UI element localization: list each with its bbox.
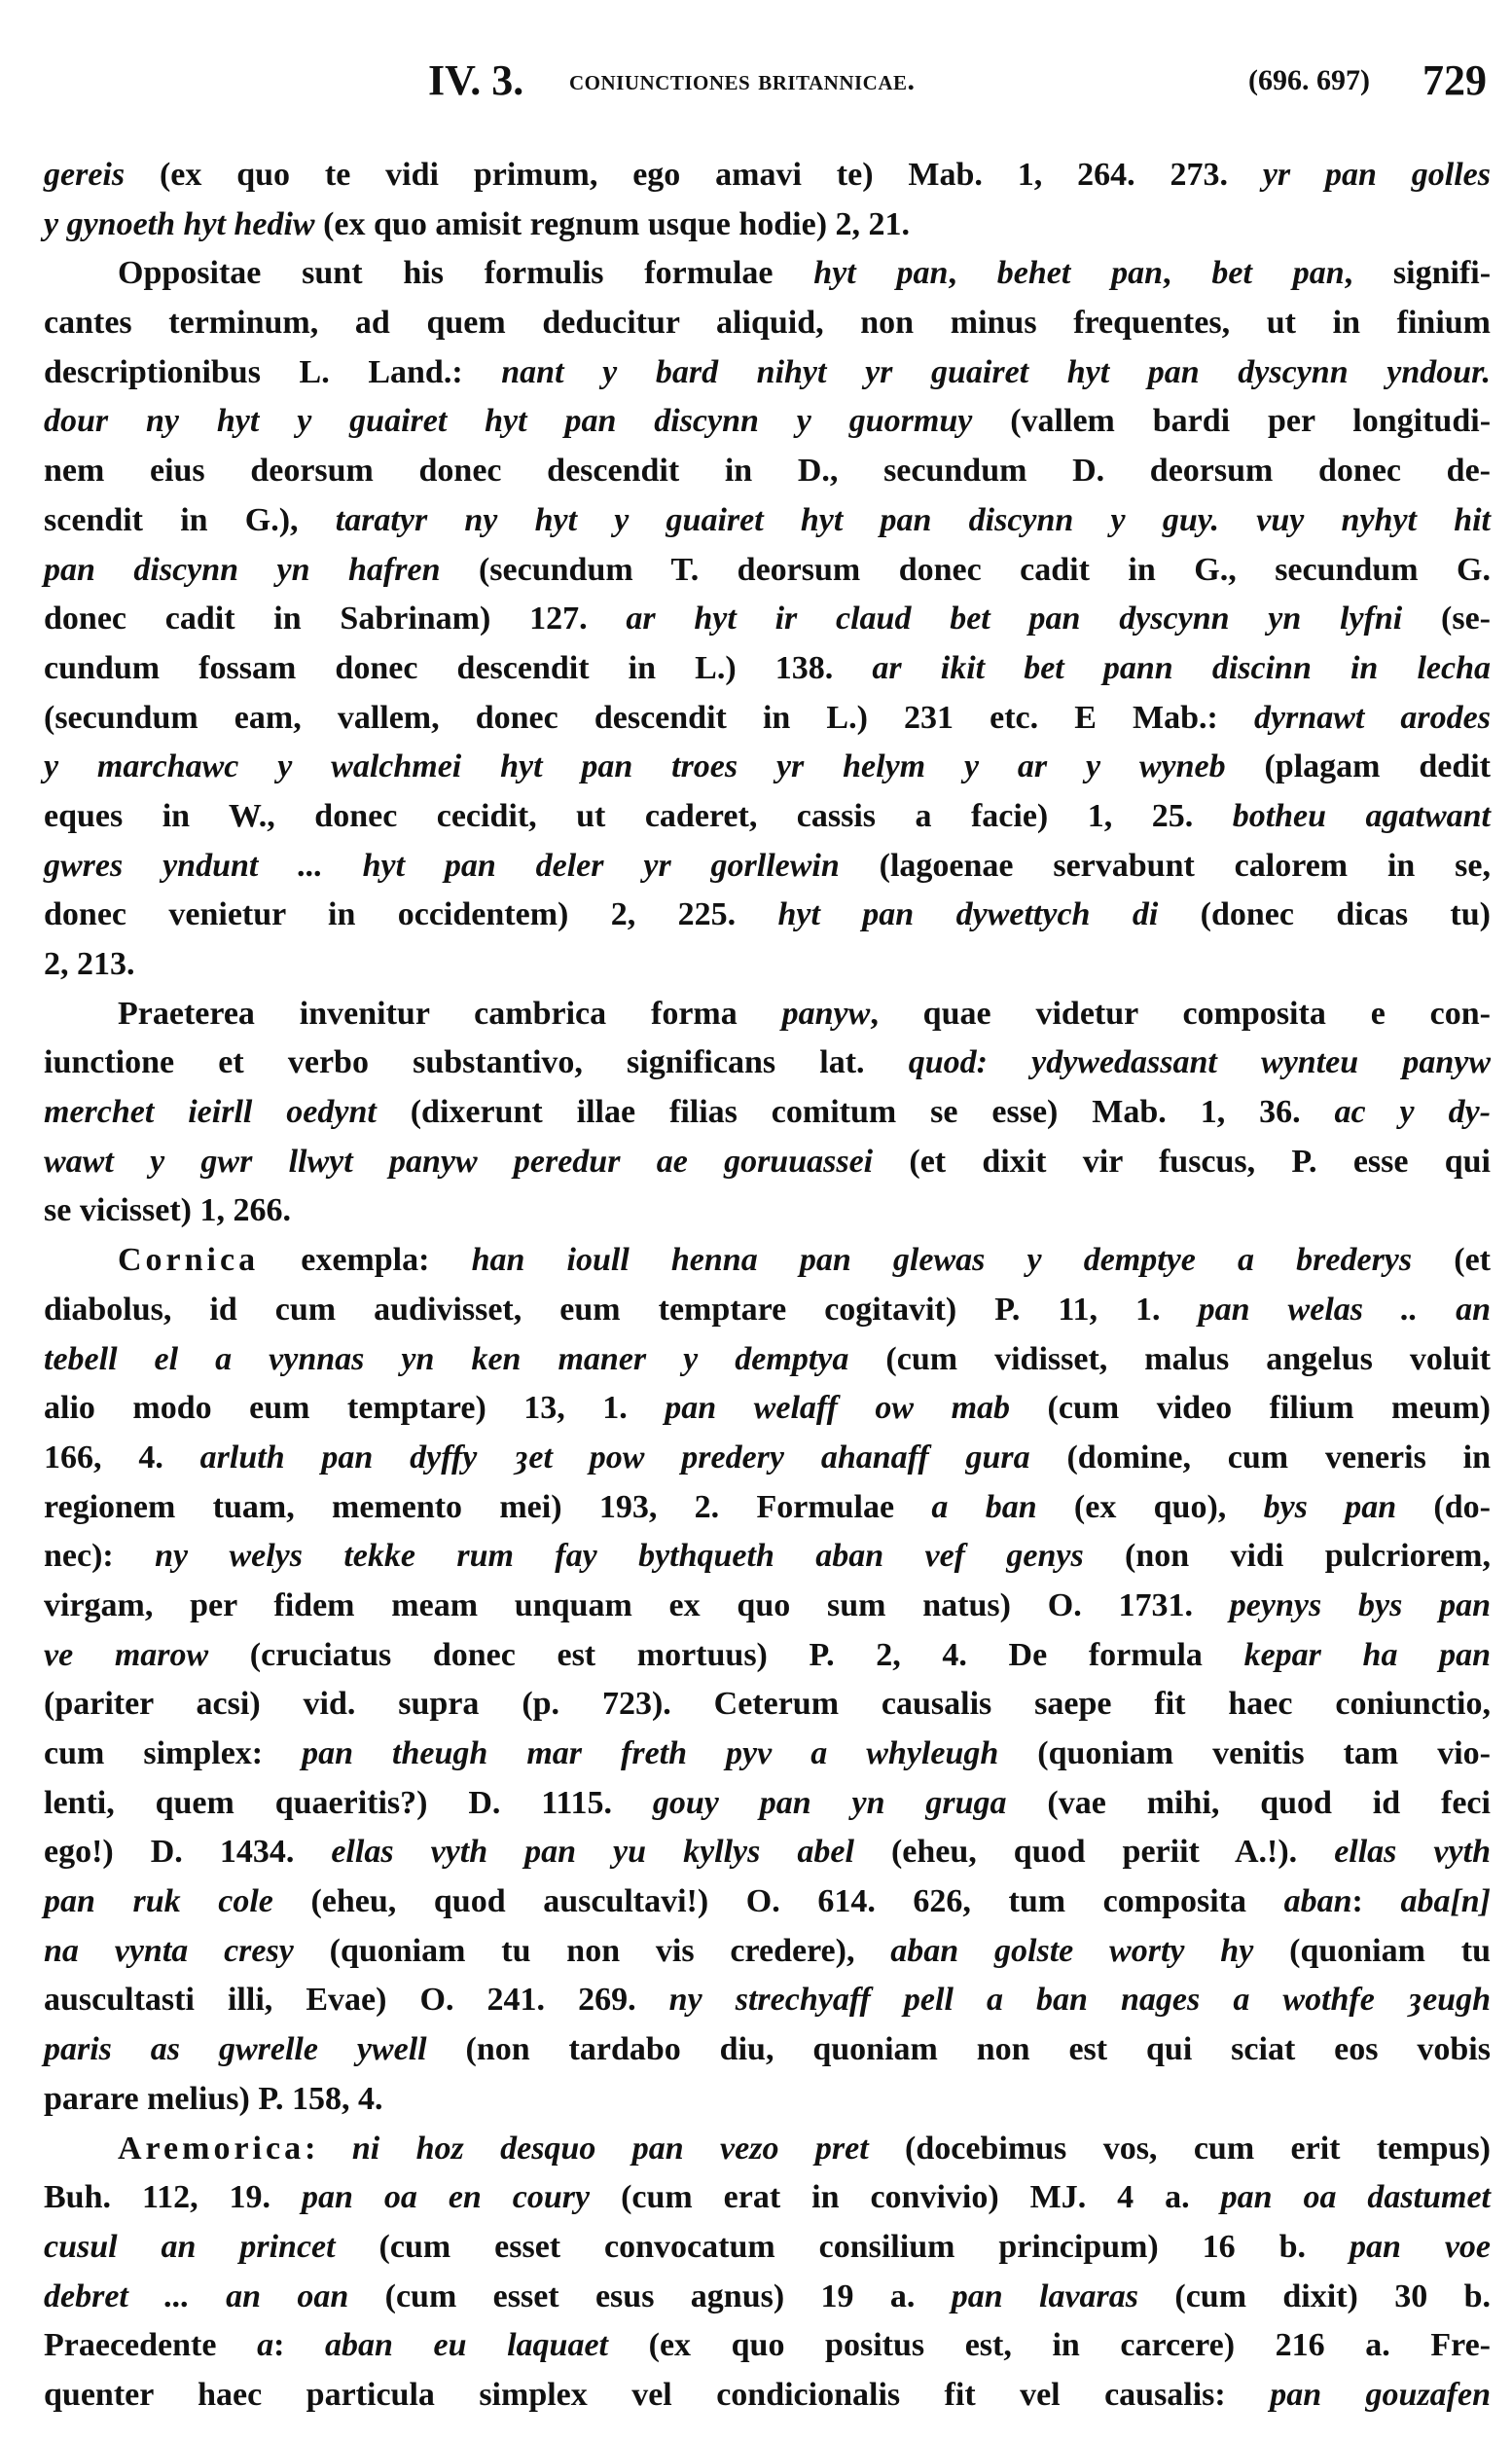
latin-text: Praeterea invenitur cambrica forma <box>118 995 782 1032</box>
text-line <box>44 1434 1491 1483</box>
latin-text: se vicisset) 1, 266. <box>44 1192 292 1229</box>
italic-citation: pan welaff ow mab <box>665 1390 1011 1427</box>
text-line <box>44 2025 1491 2075</box>
latin-text: (donec dicas tu) <box>1158 896 1491 933</box>
latin-text: eques in W., donec cecidit, ut caderet, cassis a facie) 1, 25. <box>44 797 1233 834</box>
latin-text: 2, 213. <box>44 946 135 982</box>
text-line <box>44 1038 1491 1088</box>
italic-citation: ar hyt ir claud bet pan dyscynn yn lyfni <box>626 601 1403 638</box>
latin-text: (secundum T. deorsum donec cadit in G., secundum G. <box>440 551 1491 588</box>
italic-citation: ellas vyth <box>1334 1834 1491 1871</box>
italic-citation: na vynta cresy <box>44 1932 294 1969</box>
latin-text: (non tardabo diu, quoniam non est qui sciat eos vobis <box>426 2031 1491 2068</box>
latin-text: donec venietur in occidentem) 2, 225. <box>44 896 778 933</box>
latin-text: (et <box>1412 1242 1491 1279</box>
italic-citation: ac y dy- <box>1334 1094 1491 1131</box>
latin-text: cum simplex: <box>44 1735 303 1771</box>
latin-text: (eheu, quod auscultavi!) O. 614. 626, tum composita <box>272 1883 1284 1920</box>
latin-text: exempla: <box>259 1242 472 1279</box>
text-line <box>44 2371 1491 2421</box>
latin-text: ego!) D. 1434. <box>44 1834 332 1871</box>
latin-text: (secundum eam, vallem, donec descendit in L.) 231 etc. E Mab.: <box>44 699 1254 736</box>
italic-citation: aba[n] <box>1400 1883 1491 1920</box>
text-line <box>44 1680 1491 1730</box>
italic-citation: aban <box>1283 1883 1352 1920</box>
italic-citation: pan voe <box>1349 2228 1492 2265</box>
text-line <box>44 1335 1491 1385</box>
text-line <box>44 1138 1491 1187</box>
latin-text: (cum esset esus agnus) 19 a. <box>348 2277 952 2314</box>
page-number: 729 <box>1422 56 1487 104</box>
spaced-heading: Cornica <box>118 1242 260 1279</box>
italic-citation: tebell el a vynnas yn ken maner y demptya <box>44 1340 849 1377</box>
italic-citation: pan ruk cole <box>44 1883 273 1920</box>
latin-text: nec): <box>44 1538 156 1575</box>
text-line <box>44 1582 1491 1631</box>
body-text <box>44 151 1491 2421</box>
latin-text: (pariter acsi) vid. supra (p. 723). Ceterum causalis saepe fit haec coniunctio, <box>44 1686 1491 1723</box>
latin-text: (ex quo amisit regnum usque hodie) 2, 21. <box>314 205 911 242</box>
italic-citation: ny strechyaff pell a ban nages a wothfe ȝeugh <box>668 1982 1492 2019</box>
text-line <box>44 2125 1491 2174</box>
text-line <box>44 1877 1491 1927</box>
italic-citation: merchet ieirll oedynt <box>44 1094 377 1131</box>
italic-citation: arluth pan dyffy ȝet pow predery ahanaff gura <box>199 1439 1030 1476</box>
italic-citation: dour ny hyt y guairet hyt pan discynn y guormuy <box>44 403 973 440</box>
latin-text: (se- <box>1402 601 1491 638</box>
latin-text: (cum dixit) 30 b. <box>1138 2277 1491 2314</box>
text-line <box>44 2173 1491 2223</box>
italic-citation: botheu agatwant <box>1232 797 1491 834</box>
text-line <box>44 1088 1491 1138</box>
text-line <box>44 1483 1491 1533</box>
italic-citation: pan discynn yn hafren <box>44 551 441 588</box>
italic-citation: a <box>257 2327 274 2364</box>
text-line <box>44 348 1491 398</box>
latin-text: regionem tuam, memento mei) 193, 2. Formulae <box>44 1488 932 1525</box>
text-line <box>44 743 1491 792</box>
italic-citation: yr pan golles <box>1262 157 1491 193</box>
chapter-title: coniunctiones britannicae. <box>569 64 916 96</box>
italic-citation: pan oa en coury <box>302 2179 591 2216</box>
latin-text: (cum video filium meum) <box>1010 1390 1491 1427</box>
italic-citation: hyt pan dywettych di <box>777 896 1159 933</box>
text-line <box>44 990 1491 1039</box>
text-line <box>44 1976 1491 2025</box>
text-line <box>44 546 1491 596</box>
latin-text: (quoniam venitis tam vio- <box>998 1735 1491 1771</box>
latin-text: diabolus, id cum audivisset, eum temptare cogitavit) P. 11, 1. <box>44 1291 1199 1328</box>
latin-text: donec cadit in Sabrinam) 127. <box>44 601 627 638</box>
latin-text: (eheu, quod periit A.!). <box>853 1834 1335 1871</box>
latin-text: Praecedente <box>44 2327 258 2364</box>
latin-text: iunctione et verbo substantivo, significans lat. <box>44 1044 909 1081</box>
latin-text: : <box>305 2130 352 2167</box>
italic-citation: pan oa dastumet <box>1220 2179 1491 2216</box>
text-line <box>44 447 1491 496</box>
italic-citation: behet pan <box>996 255 1164 292</box>
text-line <box>44 891 1491 940</box>
latin-text: (cum erat in convivio) MJ. 4 a. <box>590 2179 1221 2216</box>
text-line <box>44 2273 1491 2322</box>
section-number: IV. 3. <box>428 56 524 104</box>
text-line <box>44 1186 1491 1236</box>
text-line <box>44 792 1491 842</box>
latin-text: : <box>273 2327 325 2364</box>
latin-text: (quoniam tu <box>1253 1932 1491 1969</box>
italic-citation: ni hoz desquo pan vezo pret <box>351 2130 869 2167</box>
latin-text: parare melius) P. 158, 4. <box>44 2080 383 2117</box>
italic-citation: a ban <box>931 1488 1037 1525</box>
text-line <box>44 1236 1491 1286</box>
latin-text: , quae videtur composita e con- <box>870 995 1491 1032</box>
italic-citation: y marchawc y walchmei hyt pan troes yr helym y ar y wyneb <box>44 748 1226 785</box>
text-line <box>44 496 1491 546</box>
latin-text: , <box>948 255 997 292</box>
latin-text: (dixerunt illae filias comitum se esse) Mab. 1, 36. <box>376 1094 1335 1131</box>
italic-citation: nant y bard nihyt yr guairet hyt pan dyscynn yndour. <box>501 353 1491 390</box>
italic-citation: taratyr ny hyt y guairet hyt pan discynn y guy. vuy nyhyt hit <box>335 501 1492 538</box>
italic-citation: paris as gwrelle ywell <box>44 2031 427 2068</box>
latin-text: , <box>1163 255 1212 292</box>
italic-citation: han ioull henna pan glewas y demptye a brederys <box>471 1242 1413 1279</box>
italic-citation: quod: ydywedassant wynteu panyw <box>908 1044 1491 1081</box>
latin-text: nem eius deorsum donec descendit in D., secundum D. deorsum donec de- <box>44 453 1491 490</box>
text-line <box>44 1779 1491 1829</box>
latin-text: (domine, cum veneris in <box>1029 1439 1491 1476</box>
text-line <box>44 200 1491 250</box>
latin-text: (vae mihi, quod id feci <box>1006 1784 1491 1821</box>
latin-text: (et dixit vir fuscus, P. esse qui <box>873 1143 1491 1180</box>
italic-citation: pan lavaras <box>951 2277 1139 2314</box>
text-line <box>44 249 1491 299</box>
italic-citation: pan welas .. an <box>1198 1291 1491 1328</box>
latin-text: scendit in G.), <box>44 501 336 538</box>
italic-citation: debret ... an oan <box>44 2277 349 2314</box>
latin-text: quenter haec particula simplex vel condicionalis fit vel causalis: <box>44 2376 1271 2413</box>
italic-citation: peynys bys pan <box>1229 1586 1491 1623</box>
latin-text: cundum fossam donec descendit in L.) 138. <box>44 649 873 686</box>
latin-text: (non vidi pulcriorem, <box>1083 1538 1491 1575</box>
latin-text: (do- <box>1396 1488 1491 1525</box>
italic-citation: ny welys tekke rum fay bythqueth aban vef genys <box>155 1538 1084 1575</box>
italic-citation: cusul an princet <box>44 2228 336 2265</box>
italic-citation: bys pan <box>1263 1488 1397 1525</box>
italic-citation: kepar ha pan <box>1243 1636 1491 1673</box>
italic-citation: pan gouzafen <box>1270 2376 1491 2413</box>
latin-text: (docebimus vos, cum erit tempus) <box>868 2130 1492 2167</box>
latin-text: (vallem bardi per longitudi- <box>972 403 1492 440</box>
italic-citation: y gynoeth hyt hediw <box>44 205 315 242</box>
text-line <box>44 1532 1491 1582</box>
italic-citation: aban eu laquaet <box>325 2327 609 2364</box>
italic-citation: wawt y gwr llwyt panyw peredur ae goruuassei <box>44 1143 874 1180</box>
italic-citation: panyw <box>781 995 871 1032</box>
latin-text: (quoniam tu non vis credere), <box>293 1932 891 1969</box>
latin-text: Buh. 112, 19. <box>44 2179 302 2216</box>
latin-text: auscultasti illi, Evae) O. 241. 269. <box>44 1982 669 2019</box>
paragraph-refs: (696. 697) <box>1248 64 1370 96</box>
text-line <box>44 694 1491 744</box>
text-line <box>44 1631 1491 1681</box>
latin-text: (lagoenae servabunt calorem in se, <box>839 847 1491 884</box>
latin-text: descriptionibus L. Land.: <box>44 353 502 390</box>
text-line <box>44 2075 1491 2125</box>
latin-text: (cruciatus donec est mortuus) P. 2, 4. De formula <box>208 1636 1244 1673</box>
italic-citation: ellas vyth pan yu kyllys abel <box>331 1834 854 1871</box>
italic-citation: aban golste worty hy <box>890 1932 1254 1969</box>
text-line <box>44 397 1491 447</box>
text-line <box>44 644 1491 694</box>
latin-text: 166, 4. <box>44 1439 200 1476</box>
text-line <box>44 1730 1491 1779</box>
italic-citation: gwres yndunt ... hyt pan deler yr gorllewin <box>44 847 840 884</box>
text-line <box>44 1286 1491 1335</box>
italic-citation: bet pan <box>1211 255 1345 292</box>
latin-text: (ex quo), <box>1036 1488 1264 1525</box>
italic-citation: ve marow <box>44 1636 209 1673</box>
latin-text: , signifi- <box>1344 255 1492 292</box>
latin-text: (ex quo positus est, in carcere) 216 a. Fre- <box>608 2327 1492 2364</box>
latin-text: (cum esset convocatum consilium principum) 16 b. <box>335 2228 1350 2265</box>
text-line <box>44 940 1491 990</box>
text-line <box>44 1927 1491 1977</box>
latin-text: lenti, quem quaeritis?) D. 1115. <box>44 1784 653 1821</box>
latin-text: virgam, per fidem meam unquam ex quo sum natus) O. 1731. <box>44 1586 1230 1623</box>
italic-citation: gouy pan yn gruga <box>652 1784 1007 1821</box>
latin-text: Oppositae sunt his formulis formulae <box>118 255 814 292</box>
text-line <box>44 595 1491 644</box>
text-line <box>44 299 1491 348</box>
text-line <box>44 151 1491 200</box>
latin-text: : <box>1351 1883 1401 1920</box>
italic-citation: pan theugh mar freth pyv a whyleugh <box>302 1735 999 1771</box>
text-line <box>44 1828 1491 1877</box>
italic-citation: dyrnawt arodes <box>1253 699 1491 736</box>
text-line <box>44 842 1491 892</box>
text-line <box>44 1384 1491 1434</box>
latin-text: cantes terminum, ad quem deducitur aliquid, non minus frequentes, ut in finium <box>44 305 1491 342</box>
latin-text: (ex quo te vidi primum, ego amavi te) Mab. 1, 264. 273. <box>125 157 1263 193</box>
latin-text: alio modo eum temptare) 13, 1. <box>44 1390 666 1427</box>
text-line <box>44 2223 1491 2273</box>
italic-citation: gereis <box>44 157 126 193</box>
spaced-heading: Aremorica <box>118 2130 306 2167</box>
italic-citation: hyt pan <box>813 255 949 292</box>
latin-text: (cum vidisset, malus angelus voluit <box>848 1340 1491 1377</box>
latin-text: (plagam dedit <box>1225 748 1491 785</box>
text-line <box>44 2321 1491 2371</box>
italic-citation: ar ikit bet pann discinn in lecha <box>872 649 1491 686</box>
